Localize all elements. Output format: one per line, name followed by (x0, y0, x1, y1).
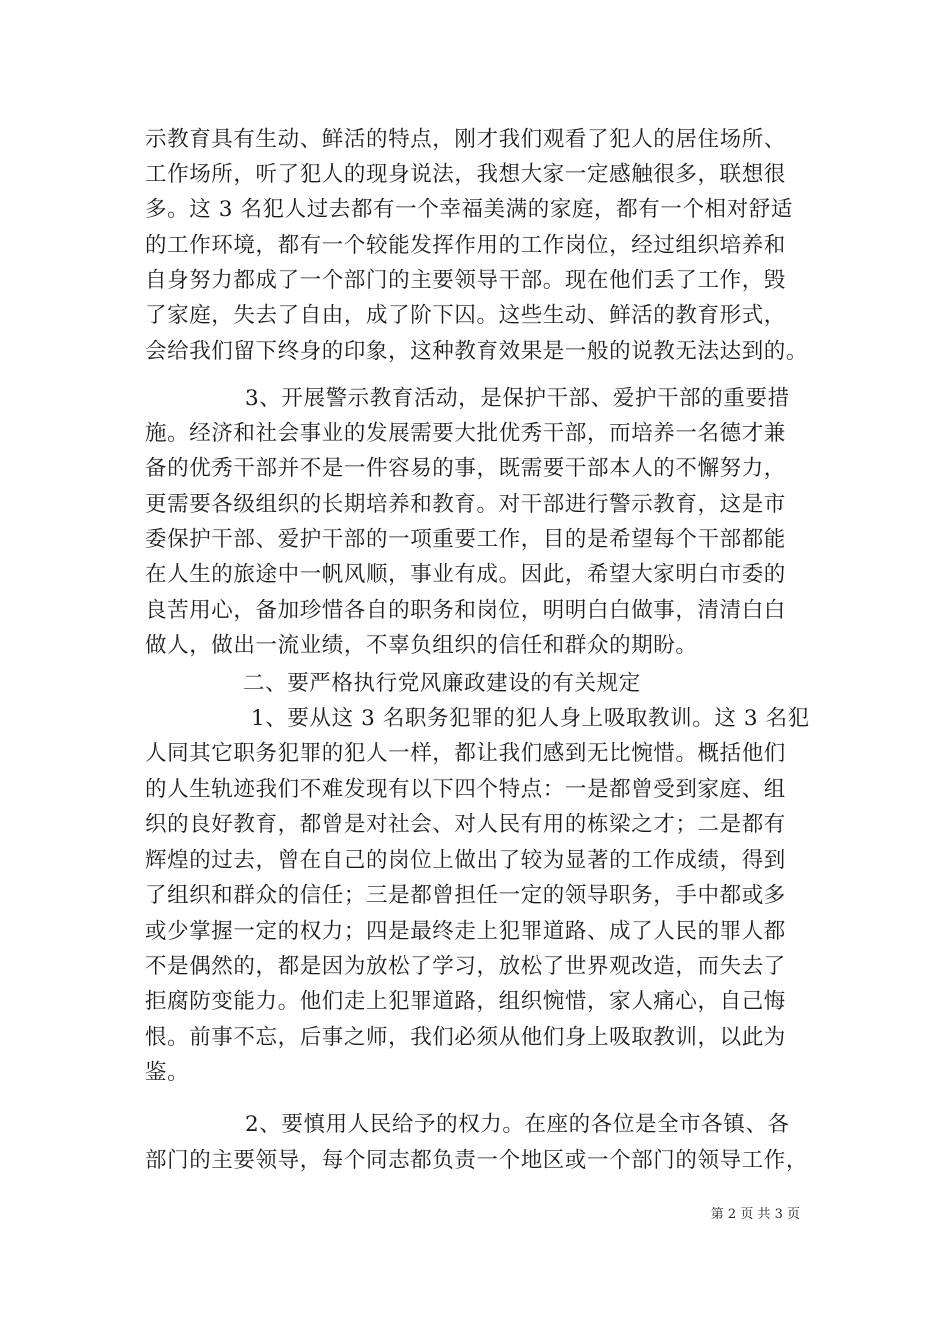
paragraph-start-line: 1、要从这 3 名职务犯罪的犯人身上吸取教训。这 3 名犯 (251, 706, 810, 731)
text-line: 了组织和群众的信任；三是都曾担任一定的领导职务，手中都或多 (145, 883, 786, 908)
text-line: 良苦用心，备加珍惜各自的职务和岗位，明明白白做事，清清白白 (145, 598, 786, 623)
text-line: 拒腐防变能力。他们走上犯罪道路，组织惋惜，家人痛心，自己悔 (145, 989, 786, 1014)
text-line: 施。经济和社会事业的发展需要大批优秀干部，而培养一名德才兼 (145, 421, 786, 446)
text-line: 恨。前事不忘，后事之师，我们必须从他们身上吸取教训，以此为 (145, 1025, 786, 1050)
text-line: 自身努力都成了一个部门的主要领导干部。现在他们丢了工作，毁 (145, 268, 786, 293)
text-line: 辉煌的过去，曾在自己的岗位上做出了较为显著的工作成绩，得到 (145, 848, 786, 873)
text-line: 的工作环境，都有一个较能发挥作用的工作岗位，经过组织培养和 (145, 233, 786, 258)
text-line: 做人，做出一流业绩，不辜负组织的信任和群众的期盼。 (145, 633, 698, 658)
paragraph-start-line: 3、开展警示教育活动，是保护干部、爱护干部的重要措 (245, 386, 790, 411)
text-line: 会给我们留下终身的印象，这种教育效果是一般的说教无法达到的。 (145, 339, 809, 364)
text-line: 鉴。 (145, 1060, 190, 1085)
text-line: 备的优秀干部并不是一件容易的事，既需要干部本人的不懈努力， (145, 456, 786, 481)
text-line: 或少掌握一定的权力；四是最终走上犯罪道路、成了人民的罪人都 (145, 919, 786, 944)
text-line: 示教育具有生动、鲜活的特点，刚才我们观看了犯人的居住场所、 (145, 127, 786, 152)
page-number: 第 2 页 共 3 页 (710, 1207, 800, 1222)
text-line: 不是偶然的，都是因为放松了学习，放松了世界观改造，而失去了 (145, 954, 786, 979)
text-line: 工作场所，听了犯人的现身说法，我想大家一定感触很多，联想很 (145, 162, 786, 187)
text-line: 更需要各级组织的长期培养和教育。对干部进行警示教育，这是市 (145, 492, 786, 517)
text-line: 在人生的旅途中一帆风顺，事业有成。因此，希望大家明白市委的 (145, 562, 786, 587)
text-line: 了家庭，失去了自由，成了阶下囚。这些生动、鲜活的教育形式， (145, 303, 786, 328)
section-heading: 二、要严格执行党风廉政建设的有关规定 (243, 671, 641, 696)
text-line: 部门的主要领导，每个同志都负责一个地区或一个部门的领导工作， (145, 1148, 809, 1173)
text-line: 多。这 3 名犯人过去都有一个幸福美满的家庭，都有一个相对舒适 (145, 197, 793, 222)
text-line: 委保护干部、爱护干部的一项重要工作，目的是希望每个干部都能 (145, 527, 786, 552)
text-line: 的人生轨迹我们不难发现有以下四个特点：一是都曾受到家庭、组 (145, 777, 786, 802)
paragraph-start-line: 2、要慎用人民给予的权力。在座的各位是全市各镇、各 (245, 1112, 790, 1137)
text-line: 人同其它职务犯罪的犯人一样，都让我们感到无比惋惜。概括他们 (145, 741, 786, 766)
text-line: 织的良好教育，都曾是对社会、对人民有用的栋梁之才；二是都有 (145, 812, 786, 837)
